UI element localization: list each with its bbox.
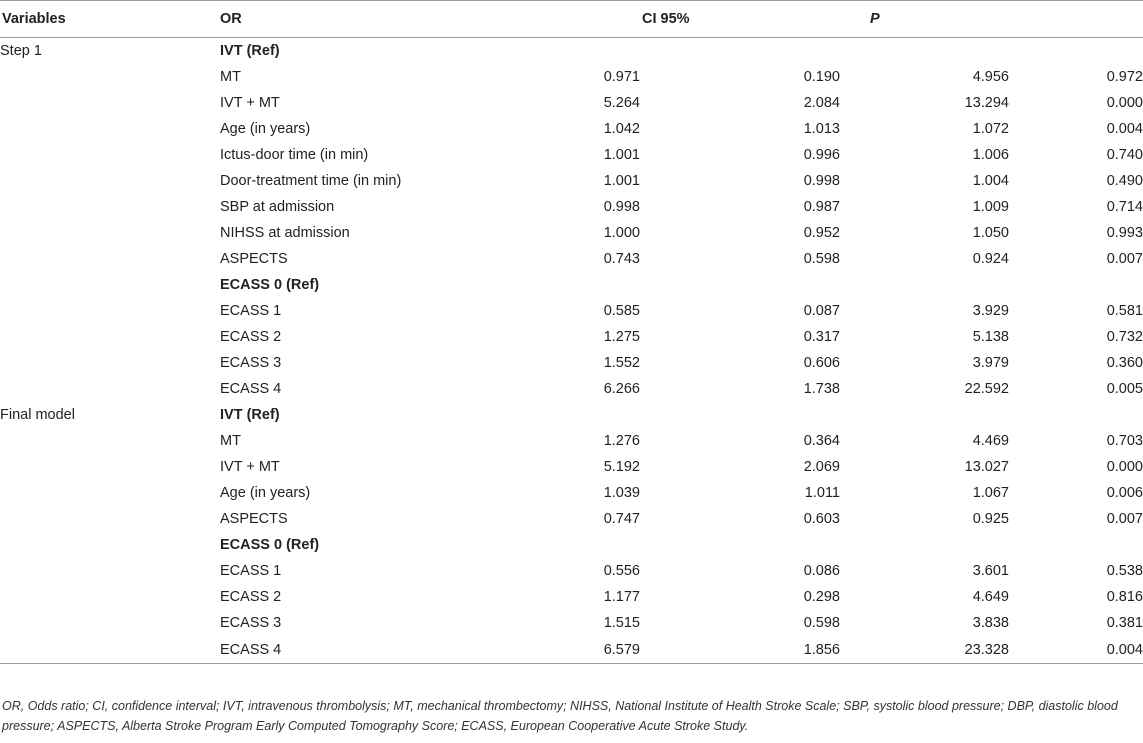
table-row — [0, 558, 1143, 584]
ci-upper-cell: 0.925 — [972, 511, 1009, 527]
odds-ratio-cell: 1.001 — [603, 147, 640, 163]
ci-upper-cell: 22.592 — [964, 381, 1009, 397]
odds-ratio-cell — [435, 532, 640, 558]
row-group-cell — [0, 376, 220, 402]
header-p-label: P — [870, 11, 880, 27]
row-label-cell: ECASS 0 (Ref) — [220, 277, 320, 293]
table-row — [0, 324, 1143, 350]
ci-lower-cell: 1.856 — [640, 636, 840, 664]
row-group-cell: Step 1 — [0, 43, 42, 59]
ci-upper-cell: 1.006 — [972, 147, 1009, 163]
table-row — [0, 116, 1143, 142]
ci-upper-cell: 3.929 — [972, 303, 1009, 319]
ci-upper-cell: 1.004 — [972, 173, 1009, 189]
p-value-cell: 0.732 — [1106, 329, 1143, 345]
row-group-cell — [0, 610, 220, 636]
row-label-cell: Ictus-door time (in min) — [220, 147, 369, 163]
row-label-cell: IVT + MT — [220, 95, 280, 111]
row-group-cell — [0, 428, 220, 454]
ci-upper-cell: 3.838 — [972, 615, 1009, 631]
ci-upper-cell — [840, 272, 1009, 298]
p-value-cell: 0.381 — [1106, 615, 1143, 631]
row-label-cell: IVT + MT — [220, 459, 280, 475]
table-row — [0, 298, 1143, 324]
ci-lower-cell: 1.013 — [803, 121, 840, 137]
p-value-cell: 0.360 — [1106, 355, 1143, 371]
row-group-cell — [0, 558, 220, 584]
row-group-cell — [0, 636, 220, 664]
table-row — [0, 194, 1143, 220]
p-value-cell: 0.816 — [1106, 589, 1143, 605]
p-value-cell: 0.006 — [1106, 485, 1143, 501]
ci-upper-cell: 23.328 — [840, 636, 1009, 664]
p-value-cell: 0.714 — [1106, 199, 1143, 215]
row-group-cell — [0, 116, 220, 142]
p-value-cell: 0.740 — [1106, 147, 1143, 163]
ci-lower-cell: 1.738 — [803, 381, 840, 397]
odds-ratio-cell: 1.177 — [603, 589, 640, 605]
odds-ratio-cell: 0.743 — [603, 251, 640, 267]
table-row — [0, 506, 1143, 532]
odds-ratio-cell: 1.276 — [603, 433, 640, 449]
odds-ratio-cell: 5.264 — [603, 95, 640, 111]
ci-upper-cell: 5.138 — [972, 329, 1009, 345]
ci-upper-cell: 13.294 — [964, 95, 1009, 111]
odds-ratio-cell — [435, 272, 640, 298]
p-value-cell: 0.007 — [1106, 251, 1143, 267]
ci-upper-cell: 4.469 — [972, 433, 1009, 449]
ci-upper-cell — [840, 38, 1009, 65]
ci-lower-cell: 0.317 — [803, 329, 840, 345]
row-group-cell — [0, 454, 220, 480]
ci-upper-cell: 4.649 — [972, 589, 1009, 605]
odds-ratio-cell: 0.747 — [603, 511, 640, 527]
table-row — [0, 454, 1143, 480]
row-label-cell: ASPECTS — [220, 511, 288, 527]
row-label-cell: IVT (Ref) — [220, 43, 280, 59]
ci-upper-cell: 1.067 — [972, 485, 1009, 501]
p-value-cell: 0.538 — [1106, 563, 1143, 579]
table-row — [0, 584, 1143, 610]
p-value-cell — [1009, 402, 1143, 428]
row-label-cell: Age (in years) — [220, 485, 311, 501]
row-group-cell — [0, 506, 220, 532]
table-body — [0, 38, 1143, 664]
row-label-cell: MT — [220, 433, 241, 449]
odds-ratio-cell: 0.971 — [603, 69, 640, 85]
ci-upper-cell: 3.979 — [972, 355, 1009, 371]
ci-upper-cell: 1.072 — [972, 121, 1009, 137]
ci-lower-cell: 0.987 — [803, 199, 840, 215]
odds-ratio-cell: 1.001 — [603, 173, 640, 189]
ci-lower-cell: 0.998 — [803, 173, 840, 189]
p-value-cell: 0.004 — [1106, 121, 1143, 137]
row-label-cell: IVT (Ref) — [220, 407, 280, 423]
p-value-cell — [1009, 272, 1143, 298]
ci-lower-cell: 0.598 — [803, 615, 840, 631]
ci-lower-cell: 0.606 — [803, 355, 840, 371]
ci-upper-cell: 1.050 — [972, 225, 1009, 241]
p-value-cell — [1009, 38, 1143, 65]
p-value-cell: 0.993 — [1106, 225, 1143, 241]
row-label-cell: ECASS 2 — [220, 329, 282, 345]
odds-ratio-cell: 5.192 — [603, 459, 640, 475]
table-header-row — [0, 1, 1143, 38]
row-group-cell — [0, 64, 220, 90]
table-row — [0, 90, 1143, 116]
ci-lower-cell: 0.598 — [803, 251, 840, 267]
header-ci — [435, 1, 840, 38]
row-group-cell — [0, 350, 220, 376]
ci-lower-cell: 0.087 — [803, 303, 840, 319]
header-empty — [1009, 1, 1143, 38]
p-value-cell: 0.004 — [1009, 636, 1143, 664]
ci-lower-cell: 0.603 — [803, 511, 840, 527]
odds-ratio-cell: 6.266 — [603, 381, 640, 397]
table-row — [0, 376, 1143, 402]
row-group-cell — [0, 272, 220, 298]
table-row — [0, 64, 1143, 90]
ci-lower-cell: 0.086 — [803, 563, 840, 579]
table-footnote: OR, Odds ratio; CI, confidence interval; IVT, intravenous thrombolysis; MT, mechanical thrombectomy; NIHSS, National Institute of Health Stroke Scale; SBP, systolic blood pressure; DBP, diastolic blood pressure; ASPECTS, Alberta Stroke Program Early Computed Tomography Score; ECASS, European Cooperative Acute Stroke Study. — [2, 699, 1118, 733]
row-group-cell — [0, 532, 220, 558]
table-row — [0, 636, 1143, 664]
row-label-cell: ECASS 4 — [220, 636, 435, 664]
p-value-cell: 0.005 — [1106, 381, 1143, 397]
p-value-cell — [1009, 532, 1143, 558]
table-row — [0, 532, 1143, 558]
odds-ratio-cell: 1.039 — [603, 485, 640, 501]
table-row — [0, 610, 1143, 636]
odds-ratio-cell: 1.000 — [603, 225, 640, 241]
row-label-cell: ECASS 3 — [220, 615, 282, 631]
row-label-cell: ECASS 4 — [220, 381, 282, 397]
table-row — [0, 272, 1143, 298]
ci-upper-cell: 13.027 — [964, 459, 1009, 475]
odds-ratio-cell: 6.579 — [435, 636, 640, 664]
ci-upper-cell: 3.601 — [972, 563, 1009, 579]
table-row — [0, 220, 1143, 246]
table-row — [0, 142, 1143, 168]
row-label-cell: ECASS 2 — [220, 589, 282, 605]
p-value-cell: 0.581 — [1106, 303, 1143, 319]
header-variables: Variables — [0, 1, 220, 38]
ci-upper-cell: 1.009 — [972, 199, 1009, 215]
table-row — [0, 168, 1143, 194]
ci-lower-cell — [640, 532, 840, 558]
ci-lower-cell: 0.298 — [803, 589, 840, 605]
odds-ratio-cell — [435, 38, 640, 65]
p-value-cell: 0.000 — [1106, 95, 1143, 111]
ci-lower-cell — [640, 272, 840, 298]
row-label-cell: ASPECTS — [220, 251, 288, 267]
header-or: OR — [220, 1, 435, 38]
ci-upper-cell: 4.956 — [972, 69, 1009, 85]
table-row — [0, 350, 1143, 376]
row-group-cell — [0, 194, 220, 220]
p-value-cell: 0.000 — [1106, 459, 1143, 475]
ci-lower-cell: 0.364 — [803, 433, 840, 449]
row-label-cell: SBP at admission — [220, 199, 335, 215]
table-row — [0, 246, 1143, 272]
ci-upper-cell — [840, 532, 1009, 558]
row-label-cell: ECASS 1 — [220, 563, 282, 579]
odds-ratio-cell: 0.998 — [603, 199, 640, 215]
odds-ratio-cell: 1.515 — [603, 615, 640, 631]
ci-lower-cell: 0.996 — [803, 147, 840, 163]
row-group-cell — [0, 220, 220, 246]
row-group-cell — [0, 324, 220, 350]
row-group-cell — [0, 168, 220, 194]
row-group-cell — [0, 246, 220, 272]
ci-lower-cell: 0.190 — [803, 69, 840, 85]
ci-lower-cell: 2.084 — [803, 95, 840, 111]
row-group-cell — [0, 90, 220, 116]
odds-ratio-cell: 0.556 — [603, 563, 640, 579]
ci-lower-cell: 2.069 — [803, 459, 840, 475]
row-label-cell: NIHSS at admission — [220, 225, 350, 241]
p-value-cell: 0.007 — [1106, 511, 1143, 527]
row-label-cell: ECASS 1 — [220, 303, 282, 319]
header-p — [840, 1, 1009, 38]
row-label-cell: Age (in years) — [220, 121, 311, 137]
ci-lower-cell — [640, 402, 840, 428]
row-label-cell: ECASS 0 (Ref) — [220, 537, 320, 553]
ci-upper-cell: 0.924 — [972, 251, 1009, 267]
ci-lower-cell: 1.011 — [804, 485, 840, 501]
row-label-cell: Door-treatment time (in min) — [220, 173, 402, 189]
odds-ratio-cell: 1.552 — [603, 355, 640, 371]
header-ci-label: CI 95% — [642, 11, 690, 27]
row-group-cell — [0, 584, 220, 610]
ci-lower-cell — [640, 38, 840, 65]
odds-ratio-cell: 1.275 — [603, 329, 640, 345]
table-row — [0, 480, 1143, 506]
p-value-cell: 0.703 — [1106, 433, 1143, 449]
row-group-cell — [0, 480, 220, 506]
p-value-cell: 0.972 — [1106, 69, 1143, 85]
odds-ratio-cell: 1.042 — [603, 121, 640, 137]
p-value-cell: 0.490 — [1106, 173, 1143, 189]
table-row — [0, 38, 1143, 65]
row-group-cell — [0, 298, 220, 324]
table-row — [0, 402, 1143, 428]
ci-upper-cell — [840, 402, 1009, 428]
row-group-cell: Final model — [0, 407, 75, 423]
ci-lower-cell: 0.952 — [803, 225, 840, 241]
row-label-cell: ECASS 3 — [220, 355, 282, 371]
odds-ratio-cell — [435, 402, 640, 428]
row-label-cell: MT — [220, 69, 241, 85]
odds-ratio-cell: 0.585 — [603, 303, 640, 319]
row-group-cell — [0, 142, 220, 168]
table-row — [0, 428, 1143, 454]
